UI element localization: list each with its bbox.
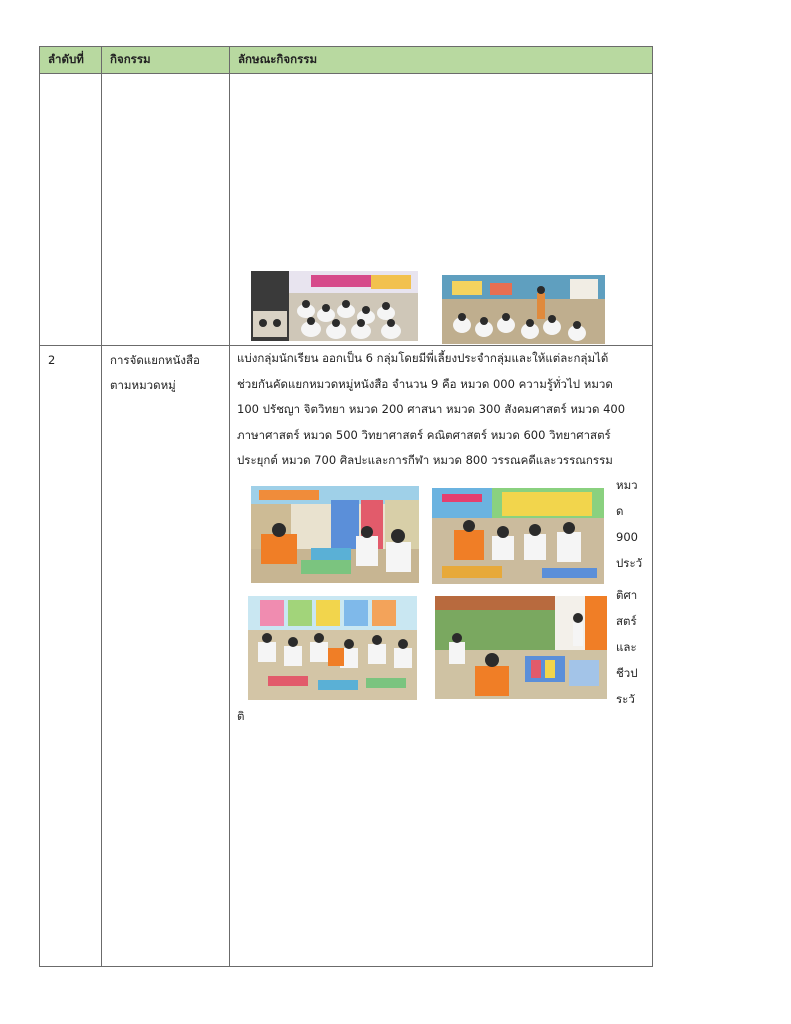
cell-no	[40, 74, 102, 346]
wrapped-text-line: ชีวป	[616, 666, 638, 680]
photo-classroom-assembly	[251, 271, 418, 341]
wrapped-text-line: สตร์	[616, 614, 637, 628]
activity-table	[39, 46, 653, 967]
wrapped-text-line: ระวั	[616, 692, 635, 706]
table-row	[40, 74, 653, 346]
wrapped-text-line: ติศา	[616, 588, 638, 602]
photo-sorting-books-2	[432, 488, 604, 584]
cell-description	[230, 74, 653, 346]
cell-activity	[102, 346, 230, 967]
wrapped-text-line: ประวั	[616, 556, 643, 570]
header-activity: กิจกรรม	[102, 47, 230, 74]
header-description: ลักษณะกิจกรรม	[230, 47, 653, 74]
photo-sorting-books-1	[251, 486, 419, 583]
photo-sorting-books-4	[435, 596, 607, 699]
row-number: 2	[48, 353, 56, 367]
table-row	[40, 346, 653, 967]
wrapped-text-column	[616, 472, 650, 712]
activity-name	[102, 346, 229, 400]
table-header-row	[40, 47, 653, 74]
photo-library-students	[442, 275, 605, 344]
photo-sorting-books-3	[248, 596, 417, 700]
cell-activity	[102, 74, 230, 346]
wrapped-text-line: 900	[616, 530, 638, 544]
trailing-text: ติ	[237, 709, 245, 723]
cell-description	[230, 346, 653, 967]
wrapped-text-line: หมว	[616, 478, 638, 492]
wrapped-text-line: และ	[616, 640, 637, 654]
cell-no	[40, 346, 102, 967]
activity-description: แบ่งกลุ่มนักเรียน ออกเป็น 6 กลุ่มโดยมีพี่เลี้ยงประจำกลุ่มและให้แต่ละกลุ่มได้ ช่วยกันคัดแยกหมวดหมู่หนังสือ จำนวน 9 คือ หมวด 000 ความรู้ทั่วไป หมวด 100 ปรัชญา จิตวิทยา หมวด 200 ศาสนา หมวด 300 สังคมศาสตร์ หมวด 400 ภาษาศาสตร์ หมวด 500 วิทยาศาสตร์ คณิตศาสตร์ หมวด 600 วิทยาศาสตร์ ประยุกต์ หมวด 700 ศิลปะและการกีฬา หมวด 800 วรรณคดีและวรรณกรรม	[237, 351, 626, 467]
activity-name-line: ตามหมวดหมู่	[110, 378, 176, 392]
wrapped-text-line: ด	[616, 504, 624, 518]
activity-name-line: การจัดแยกหนังสือ	[110, 353, 200, 367]
header-no: ลำดับที่	[40, 47, 102, 74]
